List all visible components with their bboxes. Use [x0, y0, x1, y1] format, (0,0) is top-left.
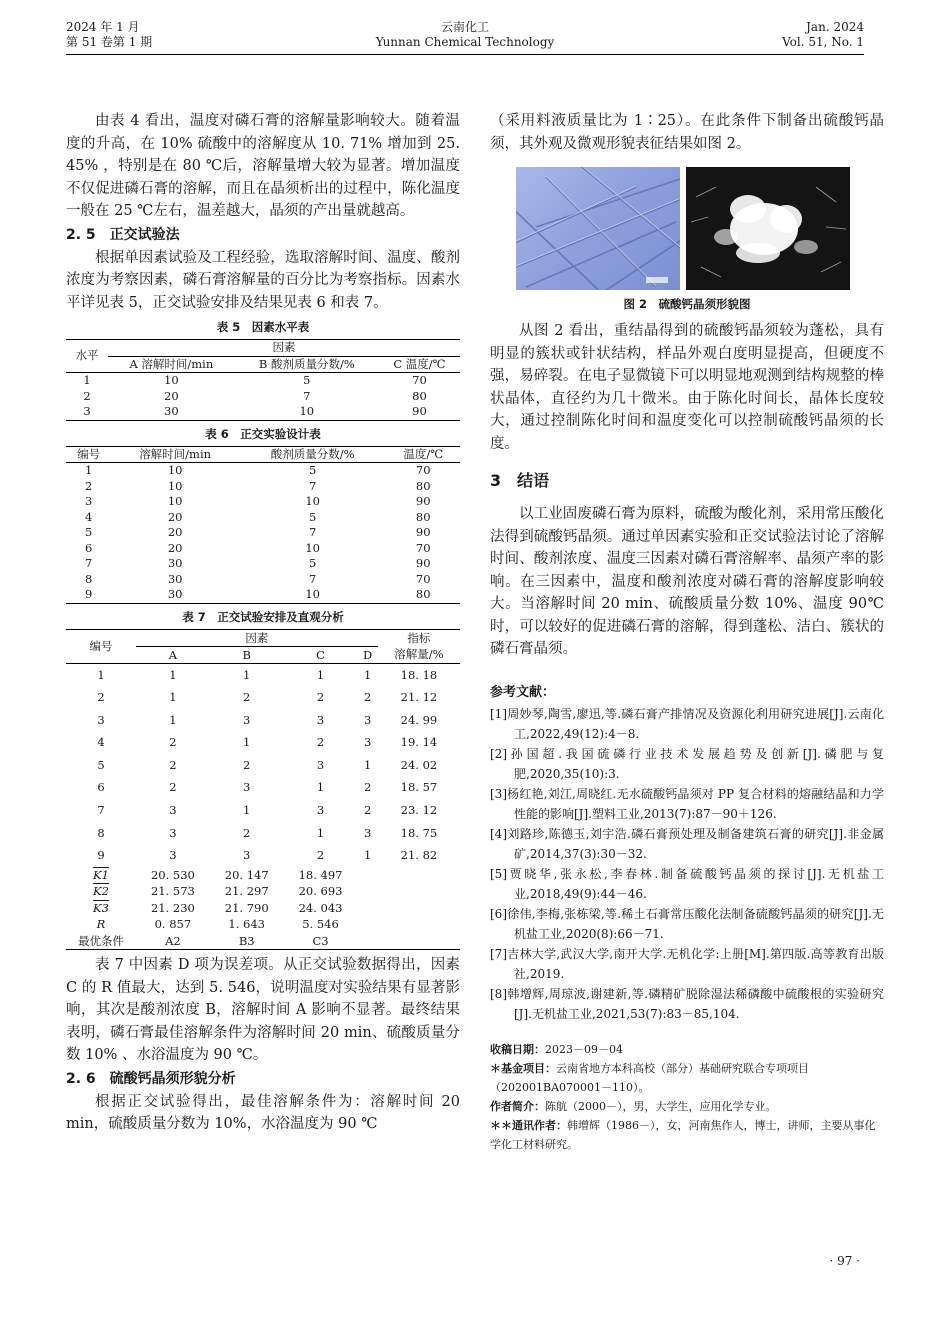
table-cell: 8 — [85, 571, 93, 586]
paragraph: 根据正交试验得出，最佳溶解条件为：溶解时间 20 min，硫酸质量分数为 10%，水浴温度为 90 ℃ — [66, 1093, 460, 1133]
table-cell: 18. 75 — [400, 825, 438, 840]
table-cell — [378, 933, 460, 950]
table-cell: 6 — [85, 540, 93, 555]
fund-info — [490, 1059, 884, 1097]
table-cell: 20. 147 — [224, 867, 269, 882]
table-cell: 5 — [309, 556, 317, 570]
table-row — [66, 883, 460, 900]
table-cell: 7 — [309, 478, 317, 493]
table-cell: 3 — [243, 848, 251, 863]
table-cell — [357, 933, 377, 950]
table-cell: 3 — [169, 848, 177, 863]
table-cell: 20 — [167, 525, 183, 539]
table-cell: 10 — [305, 540, 320, 555]
table-cell: 70 — [415, 463, 431, 477]
table-cell: 10 — [299, 404, 315, 418]
meta-value: 韩增辉（1986－），女，河南焦作人，博士，讲师，主要从事化学化工材料研究。 — [490, 1118, 876, 1151]
table-header: A 溶解时间/min — [108, 356, 235, 373]
article-meta — [490, 1040, 884, 1154]
micrograph-image — [516, 167, 680, 290]
table-header: 溶解量/% — [378, 646, 460, 663]
table-cell: 10 — [167, 463, 183, 477]
table-cell: 0. 857 — [154, 917, 192, 932]
table-cell: 1 — [316, 780, 325, 795]
table-cell: 2 — [85, 478, 93, 493]
table6 — [66, 446, 460, 604]
author-info — [490, 1097, 884, 1116]
table-row — [66, 494, 460, 510]
table-cell: 23. 12 — [400, 803, 438, 818]
table-cell: B3 — [238, 933, 255, 948]
section-heading-2-6: 2. 6 硫酸钙晶须形貌分析 — [66, 1070, 236, 1087]
table6-caption: 表 6 正交实验设计表 — [205, 426, 321, 441]
section-heading-2-5: 2. 5 正交试验法 — [66, 226, 180, 243]
reference-item: [1]周妙琴,陶雪,廖迅,等.磷石膏产排情况及资源化利用研究进展[J].云南化工,2022,49(12):4－8. — [490, 706, 884, 741]
table-cell: 9 — [97, 848, 105, 863]
table-cell: 2 — [363, 690, 372, 705]
table-cell: K1 — [93, 867, 109, 882]
table-cell: 10 — [164, 373, 179, 387]
table-row — [66, 479, 460, 495]
left-column — [66, 110, 460, 1136]
table-header: B — [210, 646, 284, 663]
table-cell: 2 — [316, 735, 325, 750]
table-row — [66, 754, 460, 777]
table-cell: 2 — [243, 757, 251, 772]
table-cell: 24. 02 — [400, 757, 438, 772]
table-cell: 1 — [83, 373, 91, 387]
table-cell: 3 — [316, 712, 325, 727]
received-date — [490, 1040, 884, 1059]
table-cell: 1 — [243, 803, 251, 818]
table-cell: 21. 12 — [400, 690, 438, 705]
table-cell: 2 — [83, 388, 91, 403]
table-cell: 2 — [243, 690, 251, 705]
table-cell: 1 — [363, 757, 372, 772]
table-cell: 1 — [169, 690, 177, 705]
table-cell: 24. 043 — [298, 900, 343, 915]
table-header: 温度/℃ — [386, 446, 460, 463]
table-cell: 9 — [85, 587, 93, 601]
table-header: D — [357, 646, 377, 663]
table-cell: 5 — [309, 509, 317, 524]
table-cell: 2 — [169, 757, 177, 772]
table-header: 编号 — [66, 629, 136, 663]
header-volume: 第 51 卷第 1 期 — [66, 35, 153, 49]
journal-name-en: Yunnan Chemical Technology — [375, 35, 555, 49]
table-cell: 20. 693 — [298, 884, 343, 899]
table-row — [66, 933, 460, 950]
header-date-en: Jan. 2024 — [806, 20, 864, 34]
table-header: 溶解时间/min — [111, 446, 239, 463]
corresponding-author — [490, 1116, 884, 1154]
table-cell: C3 — [312, 933, 329, 948]
table-cell: 1 — [316, 825, 325, 840]
table-row — [66, 776, 460, 799]
table-cell: 30 — [167, 571, 183, 586]
table-cell: 3 — [363, 712, 372, 727]
table-cell: 3 — [363, 825, 372, 840]
table-cell: 5 — [303, 373, 311, 387]
table-cell: 10 — [167, 478, 183, 493]
sample-photo-image — [686, 167, 850, 290]
table-row — [66, 867, 460, 884]
meta-label: 收稿日期： — [490, 1042, 545, 1056]
table-row — [66, 799, 460, 822]
section-heading-3: 3 结语 — [490, 471, 550, 490]
table-cell: 2 — [97, 690, 105, 705]
table-cell — [357, 916, 377, 933]
table-cell — [357, 883, 377, 900]
table-cell: 最优条件 — [78, 933, 124, 948]
references-title: 参考文献： — [490, 684, 556, 700]
table-row — [66, 686, 460, 709]
table-cell: 20 — [167, 509, 183, 524]
table-cell: 4 — [97, 735, 105, 750]
table-row — [66, 822, 460, 845]
header-volume-en: Vol. 51, No. 1 — [782, 35, 864, 49]
table-cell — [378, 867, 460, 884]
table-cell — [378, 883, 460, 900]
table-cell: 7 — [309, 571, 317, 586]
table-cell: K2 — [93, 884, 109, 899]
table-cell: 1 — [85, 463, 93, 477]
figure-caption: 图 2 硫酸钙晶须形貌图 — [623, 297, 751, 311]
table-cell: 18. 497 — [298, 867, 343, 882]
table7 — [66, 629, 460, 951]
table-cell: 3 — [363, 735, 372, 750]
journal-name-cn: 云南化工 — [440, 20, 489, 34]
reference-item: [5]贾晓华,张永松,李春林.制备硫酸钙晶须的探讨[J].无机盐工业,2018,49(9):44－46. — [490, 866, 884, 901]
table-row — [66, 389, 460, 405]
reference-item: [7]吉林大学,武汉大学,南开大学.无机化学:上册[M].第四版.高等教育出版社,2019. — [490, 946, 884, 981]
reference-item: [3]杨红艳,刘江,周晓红.无水硫酸钙晶须对 PP 复合材料的熔融结晶和力学性能的影响[J].塑料工业,2013(7):87－90＋126. — [490, 786, 884, 821]
table-cell: 3 — [85, 494, 93, 508]
table-cell: 3 — [316, 803, 325, 818]
header-date: 2024 年 1 月 — [66, 20, 140, 34]
table-row — [66, 731, 460, 754]
table-cell: 24. 99 — [400, 712, 438, 727]
table-row — [66, 844, 460, 867]
table-cell: 80 — [415, 587, 431, 601]
table-cell: 2 — [243, 825, 251, 840]
table-cell — [378, 916, 460, 933]
table-cell: 5 — [309, 463, 317, 477]
table-cell: 1 — [169, 712, 177, 727]
table-cell: 4 — [85, 509, 93, 524]
table-cell: 1 — [363, 848, 372, 863]
meta-value: 2023－09－04 — [545, 1042, 623, 1056]
reference-item: [8]韩增辉,周琼波,谢建新,等.磷精矿脱除湿法稀磷酸中硫酸根的实验研究[J].无机盐工业,2021,53(7):83－85,104. — [490, 986, 884, 1021]
table-cell: 90 — [412, 404, 427, 418]
table-cell: 21. 573 — [150, 884, 195, 899]
reference-item: [2]孙国超.我国硫磷行业技术发展趋势及创新[J].磷肥与复肥,2020,35(10):3. — [490, 746, 884, 781]
meta-value: 云南省地方本科高校（部分）基础研究联合专项项目（202001BA070001－110）。 — [490, 1061, 809, 1094]
table-header: 因素 — [136, 629, 378, 646]
table-cell: 30 — [164, 404, 179, 418]
table-cell: 2 — [169, 780, 177, 795]
table-row — [66, 709, 460, 732]
table5 — [66, 339, 460, 421]
table-row — [66, 463, 460, 479]
meta-value: 陈航（2000－），男，大学生，应用化学专业。 — [545, 1099, 777, 1113]
paragraph: 以工业固废磷石膏为原料，硫酸为酸化剂，采用常压酸化法得到硫酸钙晶须。通过单因素实验和正交试验法讨论了溶解时间、酸剂浓度、温度三因素对磷石膏溶解率、晶须产率的影响。在三因素中，温度和酸剂浓度对磷石膏的溶解度影响较大。当溶解时间 20 min、硫酸质量分数 10%、温度 90℃时，可以较好的促进磷石膏的溶解，得到蓬松、洁白、簇状的磷石膏晶须。 — [490, 506, 884, 657]
table-cell: 70 — [415, 571, 431, 586]
header-right — [782, 20, 864, 50]
table-cell: 18. 57 — [400, 780, 438, 795]
table-cell: 1 — [363, 667, 372, 682]
table-cell: 21. 230 — [150, 900, 195, 915]
reference-item: [6]徐伟,李梅,张栋梁,等.稀土石膏常压酸化法制备硫酸钙晶须的研究[J].无机盐工业,2020(8):66－71. — [490, 906, 884, 941]
table-row — [66, 373, 460, 389]
table-row — [66, 587, 460, 603]
table-cell: 1 — [316, 667, 325, 682]
table-cell — [357, 900, 377, 917]
figure-2 — [516, 167, 884, 290]
paragraph: 表 7 中因素 D 项为误差项。从正交试验数据得出，因素 C 的 R 值最大，达到 5. 546，说明温度对实验结果有显著影响，其次是酸剂浓度 B，溶解时间 A 影响不显著。最终结果表明，磷石膏最佳溶解条件为溶解时间 20 min、硫酸质量分数 10% 、水浴温度为 90 ℃。 — [66, 957, 460, 1064]
table-header: C — [284, 646, 358, 663]
table-cell: 30 — [167, 556, 183, 570]
table5-caption: 表 5 因素水平表 — [216, 320, 310, 334]
table-row — [66, 541, 460, 557]
table7-caption: 表 7 正交试验安排及直观分析 — [182, 609, 344, 624]
table-cell: 20. 530 — [150, 867, 195, 882]
table-cell: 30 — [167, 587, 183, 601]
table-cell: 7 — [303, 388, 311, 403]
table-cell — [378, 900, 460, 917]
table-row — [66, 663, 460, 686]
table-row — [66, 900, 460, 917]
table-cell: A2 — [165, 933, 181, 948]
table-header: B 酸剂质量分数/% — [235, 356, 379, 373]
table-cell: 7 — [85, 556, 93, 570]
table-cell: 20 — [167, 540, 183, 555]
table-cell: 80 — [412, 388, 427, 403]
table-cell: K3 — [93, 900, 109, 915]
table-cell: 2 — [169, 735, 177, 750]
paragraph: 根据单因素试验及工程经验，选取溶解时间、温度、酸剂浓度为考察因素，磷石膏溶解量的百分比为考察指标。因素水平详见表 5，正交试验安排及结果见表 6 和表 7。 — [66, 249, 460, 311]
table-cell: 3 — [169, 803, 177, 818]
table-row — [66, 404, 460, 420]
table-cell: 5 — [97, 757, 105, 772]
table-cell: 3 — [97, 712, 105, 727]
table-header: C 温度/℃ — [379, 356, 460, 373]
table-cell: 5. 546 — [302, 917, 339, 932]
references — [490, 681, 884, 1024]
table-cell: 2 — [316, 848, 325, 863]
table-cell: 10 — [167, 494, 183, 508]
table-header: 编号 — [66, 446, 111, 463]
table-cell: 3 — [243, 780, 251, 795]
table-row — [66, 510, 460, 526]
table-cell — [357, 867, 377, 884]
table-cell: 90 — [415, 494, 431, 508]
meta-label: 作者简介： — [490, 1099, 545, 1113]
table-cell: 90 — [415, 525, 431, 539]
table-cell: 70 — [415, 540, 431, 555]
paragraph: 由表 4 看出，温度对磷石膏的溶解量影响较大。随着温度的升高，在 10% 硫酸中的溶解度从 10. 71% 增加到 25. 45% ，特别是在 80 ℃后，溶解量增大较为显著。增加温度不仅促进磷石膏的溶解，而且在晶须析出的过程中，陈化温度一般在 25 ℃左右，温差越大，晶须的产出量就越高。 — [66, 113, 460, 219]
meta-label: ＊基金项目： — [490, 1061, 556, 1075]
table-header: 酸剂质量分数/% — [239, 446, 387, 463]
table-row — [66, 525, 460, 541]
table-cell: 1 — [243, 667, 251, 682]
meta-label: ＊＊通讯作者： — [490, 1118, 567, 1132]
table-cell: 1 — [169, 667, 177, 682]
table-row — [66, 556, 460, 572]
table-cell: 5 — [85, 525, 93, 539]
table-header: 水平 — [66, 340, 108, 373]
table-cell: R — [96, 917, 106, 932]
table-cell: 2 — [363, 780, 372, 795]
table-cell: 10 — [305, 587, 320, 601]
reference-item: [4]刘路珍,陈德玉,刘宇浩.磷石膏预处理及制备建筑石膏的研究[J].非金属矿,2014,37(3):30－32. — [490, 826, 884, 861]
table-cell: 1. 643 — [228, 917, 265, 932]
header-center — [66, 20, 864, 50]
page-number: · 97 · — [829, 1254, 860, 1268]
table-cell: 20 — [164, 388, 179, 403]
table-cell: 3 — [243, 712, 251, 727]
table-cell: 7 — [97, 803, 105, 818]
table-cell: 70 — [412, 373, 427, 387]
table-cell: 90 — [415, 556, 431, 570]
table-cell: 6 — [97, 780, 105, 795]
table-header: 指标 — [407, 630, 431, 645]
right-column — [490, 110, 884, 1154]
table-cell: 80 — [415, 478, 431, 493]
header-rule — [66, 54, 864, 55]
table-cell: 18. 18 — [400, 667, 438, 682]
table-cell: 19. 14 — [400, 735, 438, 750]
paragraph: （采用料液质量比为 1∶25）。在此条件下制备出硫酸钙晶须，其外观及微观形貌表征结果如图 2。 — [490, 113, 884, 152]
table-cell: 1 — [243, 735, 251, 750]
table-cell: 8 — [97, 825, 105, 840]
table-cell: 3 — [169, 825, 177, 840]
table-cell: 2 — [363, 803, 372, 818]
table-row — [66, 572, 460, 588]
table-cell: 3 — [83, 404, 91, 418]
table-cell: 10 — [305, 494, 320, 508]
table-row — [66, 916, 460, 933]
table-cell: 2 — [316, 690, 325, 705]
paragraph: 从图 2 看出，重结晶得到的硫酸钙晶须较为蓬松，具有明显的簇状或针状结构，样品外观白度明显提高，但硬度不强，易碎裂。在电子显微镜下可以明显地观测到结构规整的棒状晶体，直径约为几十微米。由于陈化时间长，晶体长度较大，通过控制陈化时间和温度变化可以控制硫酸钙晶须的长度。 — [490, 323, 884, 452]
table-cell: 21. 82 — [400, 848, 438, 863]
table-cell: 21. 297 — [224, 884, 269, 899]
table-cell: 3 — [316, 757, 325, 772]
table-cell: 7 — [309, 525, 317, 539]
table-header: A — [136, 646, 210, 663]
table-cell: 80 — [415, 509, 431, 524]
table-header: 因素 — [108, 340, 460, 357]
table-cell: 21. 790 — [224, 900, 269, 915]
table-cell: 1 — [97, 667, 105, 682]
